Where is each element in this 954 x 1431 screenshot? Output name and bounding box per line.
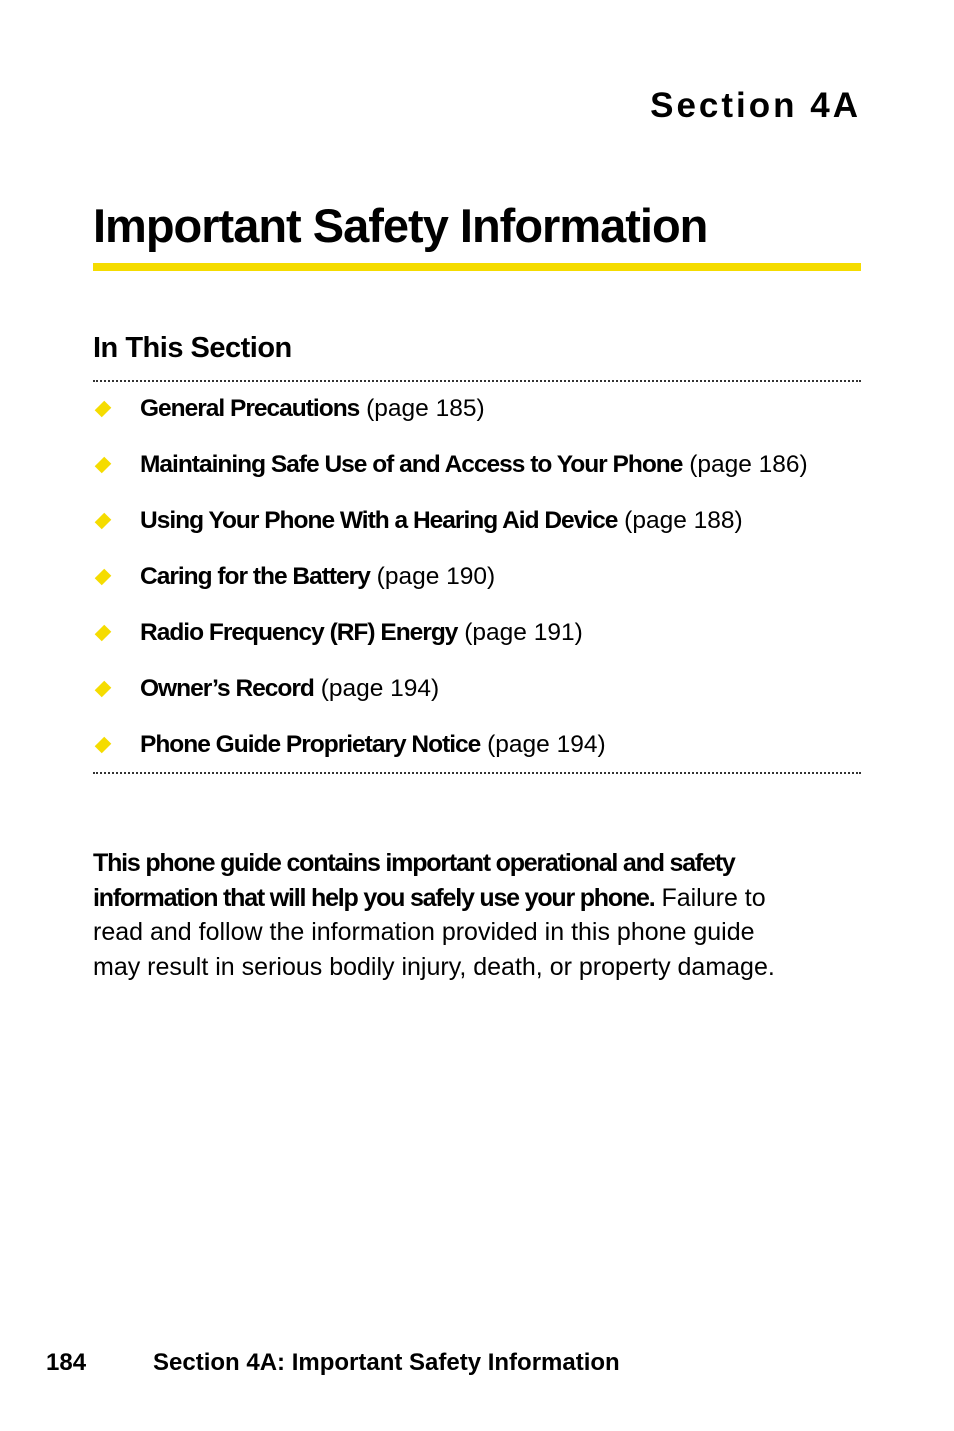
toc-item-rf-energy[interactable] bbox=[93, 615, 861, 671]
intro-body-text: Failure to read and follow the information provided in this phone guide may result in serious bodily injury, death, or property damage. bbox=[93, 883, 775, 982]
title-underline bbox=[93, 263, 861, 271]
toc-item-caring-for-battery[interactable] bbox=[93, 559, 861, 615]
diamond-bullet-icon bbox=[93, 615, 140, 651]
toc-item-page: (page 188) bbox=[624, 507, 743, 534]
diamond-bullet-icon bbox=[93, 391, 140, 427]
diamond-bullet-icon bbox=[93, 727, 140, 763]
diamond-bullet-icon bbox=[93, 447, 140, 483]
toc-item-maintaining-safe-use[interactable] bbox=[93, 447, 861, 503]
footer-running-title: Section 4A: Important Safety Information bbox=[153, 1349, 620, 1376]
toc-item-page: (page 194) bbox=[320, 675, 440, 702]
page-footer bbox=[46, 1349, 620, 1377]
toc-item-title: Owner’s Record bbox=[140, 675, 314, 702]
in-this-section-heading: In This Section bbox=[93, 332, 292, 364]
intro-bold-text: This phone guide contains important operational and safety information that will help you safely use your phone. bbox=[93, 849, 735, 912]
diamond-bullet-icon bbox=[93, 503, 140, 539]
diamond-bullet-icon bbox=[93, 671, 140, 707]
toc-item-page: (page 185) bbox=[366, 395, 485, 422]
toc-item-page: (page 186) bbox=[689, 451, 808, 478]
intro-paragraph bbox=[93, 846, 793, 985]
toc-item-title: Maintaining Safe Use of and Access to Your Phone bbox=[140, 451, 683, 478]
toc-item-title: Using Your Phone With a Hearing Aid Device bbox=[140, 507, 618, 534]
toc-item-owners-record[interactable] bbox=[93, 671, 861, 727]
toc-item-page: (page 191) bbox=[464, 619, 583, 646]
toc-list bbox=[93, 391, 861, 783]
toc-item-proprietary-notice[interactable] bbox=[93, 727, 861, 783]
toc-item-page: (page 194) bbox=[487, 731, 606, 758]
page-title: Important Safety Information bbox=[93, 199, 708, 252]
toc-item-general-precautions[interactable] bbox=[93, 391, 861, 447]
toc-item-title: Caring for the Battery bbox=[140, 563, 370, 590]
diamond-bullet-icon bbox=[93, 559, 140, 595]
section-label: Section 4A bbox=[650, 86, 861, 125]
toc-bottom-divider bbox=[93, 772, 861, 774]
footer-page-number: 184 bbox=[46, 1349, 87, 1376]
toc-top-divider bbox=[93, 380, 861, 382]
toc-item-hearing-aid[interactable] bbox=[93, 503, 861, 559]
toc-item-title: General Precautions bbox=[140, 395, 360, 422]
toc-item-title: Radio Frequency (RF) Energy bbox=[140, 619, 458, 646]
toc-item-page: (page 190) bbox=[376, 563, 496, 590]
toc-item-title: Phone Guide Proprietary Notice bbox=[140, 731, 481, 758]
